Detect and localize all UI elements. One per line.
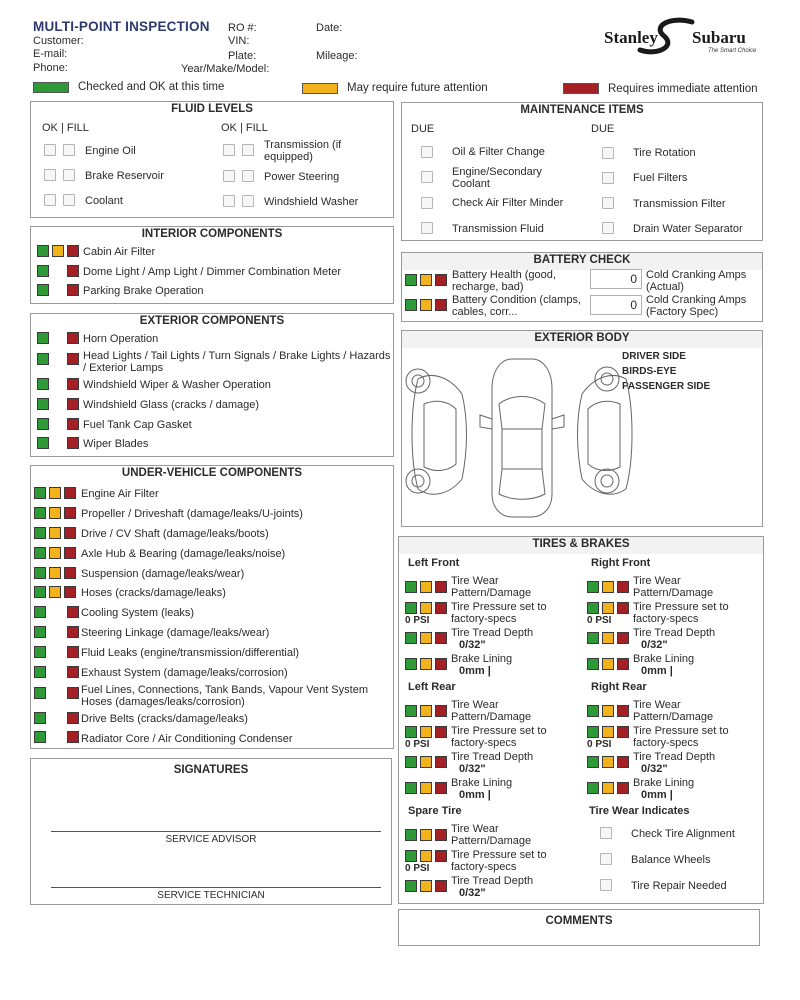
legend-ok-text: Checked and OK at this time: [78, 81, 225, 93]
under-1-red[interactable]: [64, 507, 76, 519]
rr-pressure-green[interactable]: [587, 726, 599, 738]
parking-brake-red[interactable]: [67, 284, 79, 296]
left-rear-heading: Left Rear: [408, 681, 456, 693]
technician-signature-line[interactable]: [51, 887, 381, 888]
under-10-red[interactable]: [67, 687, 79, 699]
balance-wheels-checkbox[interactable]: [600, 853, 612, 865]
lf-psi-value: 0 PSI: [405, 615, 430, 626]
rf-wear-red[interactable]: [617, 581, 629, 593]
lr-lining-value: 0mm |: [459, 789, 491, 801]
lr-lining-yellow[interactable]: [420, 782, 432, 794]
rr-lining-label: Brake Lining: [633, 777, 695, 789]
rr-wear-red[interactable]: [617, 705, 629, 717]
exterior-title: EXTERIOR COMPONENTS: [139, 315, 285, 327]
right-rear-heading: Right Rear: [591, 681, 647, 693]
lf-wear-red[interactable]: [435, 581, 447, 593]
tire-wear-indicates-heading: Tire Wear Indicates: [589, 805, 690, 817]
rr-pressure-label: Tire Pressure set to factory-specs: [633, 725, 729, 749]
brake-reservoir-ok-checkbox[interactable]: [44, 169, 56, 181]
under-vehicle-title: UNDER-VEHICLE COMPONENTS: [121, 467, 303, 479]
fluid-levels-title: FLUID LEVELS: [171, 103, 253, 115]
rf-wear-green[interactable]: [587, 581, 599, 593]
tires-title: TIRES & BRAKES: [532, 538, 630, 550]
exterior-panel: [30, 313, 394, 457]
cabin-filter-label: Cabin Air Filter: [83, 246, 156, 258]
under-4-label: Suspension (damage/leaks/wear): [81, 568, 245, 580]
secondary-coolant-label: Engine/Secondary Coolant: [452, 166, 542, 190]
rr-tread-red[interactable]: [617, 756, 629, 768]
spare-tread-yellow[interactable]: [420, 880, 432, 892]
rr-wear-yellow[interactable]: [602, 705, 614, 717]
lights-label: Head Lights / Tail Lights / Turn Signals / Brake Lights / Hazards / Exterior Lamps: [83, 350, 391, 374]
lr-lining-label: Brake Lining: [451, 777, 513, 789]
lr-tread-value: 0/32": [459, 763, 486, 775]
tire-rotation-label: Tire Rotation: [633, 147, 696, 159]
battery-health-yellow[interactable]: [420, 274, 432, 286]
lf-wear-label: Tire Wear Pattern/Damage: [451, 575, 532, 599]
spare-wear-red[interactable]: [435, 829, 447, 841]
under-3-label: Axle Hub & Bearing (damage/leaks/noise): [81, 548, 286, 560]
lr-lining-green[interactable]: [405, 782, 417, 794]
battery-title: BATTERY CHECK: [533, 254, 631, 266]
lf-pressure-red[interactable]: [435, 602, 447, 614]
lr-tread-red[interactable]: [435, 756, 447, 768]
under-2-red[interactable]: [64, 527, 76, 539]
rr-lining-green[interactable]: [587, 782, 599, 794]
oil-filter-due-checkbox[interactable]: [421, 146, 433, 158]
dealer-logo: [600, 16, 760, 56]
lr-pressure-label: Tire Pressure set to factory-specs: [451, 725, 547, 749]
logo-right-text: Subaru: [692, 28, 746, 47]
fuel-cap-label: Fuel Tank Cap Gasket: [83, 419, 192, 431]
parking-brake-label: Parking Brake Operation: [83, 285, 204, 297]
spare-wear-green[interactable]: [405, 829, 417, 841]
tire-rotation-due-checkbox[interactable]: [602, 147, 614, 159]
service-advisor-label: SERVICE ADVISOR: [165, 834, 257, 845]
transmission-ok-checkbox[interactable]: [223, 144, 235, 156]
fuel-filters-label: Fuel Filters: [633, 172, 688, 184]
rr-psi-value: 0 PSI: [587, 739, 612, 750]
comments-title: COMMENTS: [545, 915, 613, 927]
under-4-green[interactable]: [34, 567, 46, 579]
under-4-yellow[interactable]: [49, 567, 61, 579]
under-9-green[interactable]: [34, 666, 46, 678]
lr-wear-green[interactable]: [405, 705, 417, 717]
ymm-label: Year/Make/Model:: [181, 63, 270, 75]
exterior-body-panel: [401, 330, 763, 527]
horn-green[interactable]: [37, 332, 49, 344]
lf-tread-value: 0/32": [459, 639, 486, 651]
rr-tread-value: 0/32": [641, 763, 668, 775]
rf-tread-value: 0/32": [641, 639, 668, 651]
rf-wear-yellow[interactable]: [602, 581, 614, 593]
battery-condition-green[interactable]: [405, 299, 417, 311]
rf-tread-red[interactable]: [617, 632, 629, 644]
lf-tread-label: Tire Tread Depth: [451, 627, 534, 639]
rf-pressure-red[interactable]: [617, 602, 629, 614]
plate-label: Plate:: [228, 50, 257, 62]
under-11-label: Drive Belts (cracks/damage/leaks): [81, 713, 248, 725]
logo-tagline: The Smart Choice: [708, 48, 757, 54]
rr-lining-red[interactable]: [617, 782, 629, 794]
spare-pressure-label: Tire Pressure set to factory-specs: [451, 849, 547, 873]
spare-tread-red[interactable]: [435, 880, 447, 892]
rf-lining-yellow[interactable]: [602, 658, 614, 670]
fluid-levels-panel: [30, 101, 394, 218]
legend-ok-swatch: [33, 82, 69, 93]
rr-lining-yellow[interactable]: [602, 782, 614, 794]
interior-title: INTERIOR COMPONENTS: [141, 228, 283, 240]
engine-oil-fill-checkbox[interactable]: [63, 144, 75, 156]
lr-lining-red[interactable]: [435, 782, 447, 794]
lights-green[interactable]: [37, 353, 49, 365]
under-4-red[interactable]: [64, 567, 76, 579]
lf-lining-label: Brake Lining: [451, 653, 513, 665]
lf-wear-green[interactable]: [405, 581, 417, 593]
under-5-label: Hoses (cracks/damage/leaks): [81, 587, 226, 599]
under-12-green[interactable]: [34, 731, 46, 743]
lf-lining-value: 0mm |: [459, 665, 491, 677]
spare-pressure-green[interactable]: [405, 850, 417, 862]
lf-tread-green[interactable]: [405, 632, 417, 644]
water-separator-label: Drain Water Separator: [633, 223, 743, 235]
cca-actual-input[interactable]: 0: [590, 269, 642, 289]
lf-pressure-label: Tire Pressure set to factory-specs: [451, 601, 547, 625]
lf-pressure-green[interactable]: [405, 602, 417, 614]
legend-future-swatch: [302, 83, 338, 94]
tire-repair-label: Tire Repair Needed: [631, 880, 727, 892]
rr-tread-green[interactable]: [587, 756, 599, 768]
wiper-washer-label: Windshield Wiper & Washer Operation: [83, 379, 271, 391]
cca-spec-input[interactable]: 0: [590, 295, 642, 315]
fuel-cap-red[interactable]: [67, 418, 79, 430]
under-12-label: Radiator Core / Air Conditioning Condenser: [81, 733, 293, 745]
rf-pressure-green[interactable]: [587, 602, 599, 614]
maintenance-due-header-left: DUE: [411, 123, 435, 135]
form-title: MULTI-POINT INSPECTION: [33, 19, 210, 34]
mileage-label: Mileage:: [316, 50, 358, 62]
fluid-ok-fill-header-right: OK | FILL: [221, 122, 268, 134]
rf-lining-value: 0mm |: [641, 665, 673, 677]
under-11-green[interactable]: [34, 712, 46, 724]
under-6-label: Cooling System (leaks): [81, 607, 195, 619]
trans-filter-due-checkbox[interactable]: [602, 197, 614, 209]
under-10-label: Fuel Lines, Connections, Tank Bands, Vapour Vent System Hoses (damages/leaks/corrosion): [81, 684, 368, 708]
rr-pressure-red[interactable]: [617, 726, 629, 738]
passenger-side-label: PASSENGER SIDE: [622, 381, 711, 392]
comments-panel[interactable]: [398, 909, 760, 946]
coolant-due-checkbox[interactable]: [421, 171, 433, 183]
rf-tread-label: Tire Tread Depth: [633, 627, 716, 639]
trans-fluid-label: Transmission Fluid: [452, 223, 544, 235]
balance-wheels-label: Balance Wheels: [631, 854, 711, 866]
signatures-title: SIGNATURES: [173, 764, 249, 776]
maintenance-panel: [401, 102, 763, 241]
spare-tread-label: Tire Tread Depth: [451, 875, 534, 887]
email-label: E-mail:: [33, 48, 68, 60]
under-7-label: Steering Linkage (damage/leaks/wear): [81, 627, 270, 639]
under-7-red[interactable]: [67, 626, 79, 638]
under-8-red[interactable]: [67, 646, 79, 658]
windshield-label: Windshield Glass (cracks / damage): [83, 399, 260, 411]
cabin-filter-red[interactable]: [67, 245, 79, 257]
rr-pressure-yellow[interactable]: [602, 726, 614, 738]
tire-alignment-checkbox[interactable]: [600, 827, 612, 839]
tires-brakes-panel: [398, 536, 764, 904]
spare-tread-green[interactable]: [405, 880, 417, 892]
rr-tread-label: Tire Tread Depth: [633, 751, 716, 763]
wiper-blades-red[interactable]: [67, 437, 79, 449]
coolant-fill-checkbox[interactable]: [63, 194, 75, 206]
advisor-signature-line[interactable]: [51, 831, 381, 832]
wiper-washer-red[interactable]: [67, 378, 79, 390]
cca-actual-label: Cold Cranking Amps (Actual): [646, 269, 747, 293]
battery-panel: [401, 252, 763, 322]
battery-health-red[interactable]: [435, 274, 447, 286]
exterior-body-title: EXTERIOR BODY: [534, 332, 630, 344]
under-6-red[interactable]: [67, 606, 79, 618]
lr-pressure-yellow[interactable]: [420, 726, 432, 738]
wiper-washer-green[interactable]: [37, 378, 49, 390]
under-12-red[interactable]: [67, 731, 79, 743]
under-0-yellow[interactable]: [49, 487, 61, 499]
spare-pressure-red[interactable]: [435, 850, 447, 862]
legend-future-text: May require future attention: [347, 82, 488, 94]
wiper-blades-green[interactable]: [37, 437, 49, 449]
battery-health-label: Battery Health (good, recharge, bad): [452, 269, 556, 293]
lr-tread-yellow[interactable]: [420, 756, 432, 768]
maintenance-due-header-right: DUE: [591, 123, 615, 135]
rr-lining-value: 0mm |: [641, 789, 673, 801]
fuel-filters-due-checkbox[interactable]: [602, 172, 614, 184]
under-9-red[interactable]: [67, 666, 79, 678]
air-filter-label: Check Air Filter Minder: [452, 197, 564, 209]
right-front-heading: Right Front: [591, 557, 651, 569]
dome-light-label: Dome Light / Amp Light / Dimmer Combination Meter: [83, 266, 341, 278]
under-8-label: Fluid Leaks (engine/transmission/differential): [81, 647, 300, 659]
under-2-yellow[interactable]: [49, 527, 61, 539]
air-filter-due-checkbox[interactable]: [421, 197, 433, 209]
brake-reservoir-label: Brake Reservoir: [85, 170, 164, 182]
battery-condition-yellow[interactable]: [420, 299, 432, 311]
under-1-label: Propeller / Driveshaft (damage/leaks/U-joints): [81, 508, 303, 520]
fuel-cap-green[interactable]: [37, 418, 49, 430]
horn-red[interactable]: [67, 332, 79, 344]
cabin-filter-green[interactable]: [37, 245, 49, 257]
brake-reservoir-fill-checkbox[interactable]: [63, 169, 75, 181]
lr-wear-red[interactable]: [435, 705, 447, 717]
oil-filter-label: Oil & Filter Change: [452, 146, 545, 158]
car-diagram-icon[interactable]: [402, 349, 642, 529]
under-0-green[interactable]: [34, 487, 46, 499]
spare-psi-value: 0 PSI: [405, 863, 430, 874]
under-5-yellow[interactable]: [49, 586, 61, 598]
rf-tread-green[interactable]: [587, 632, 599, 644]
spare-tire-heading: Spare Tire: [408, 805, 462, 817]
signatures-panel: [30, 758, 392, 905]
cca-spec-label: Cold Cranking Amps (Factory Spec): [646, 294, 747, 318]
lr-wear-yellow[interactable]: [420, 705, 432, 717]
customer-label: Customer:: [33, 35, 84, 47]
under-3-red[interactable]: [64, 547, 76, 559]
windshield-green[interactable]: [37, 398, 49, 410]
rf-pressure-label: Tire Pressure set to factory-specs: [633, 601, 729, 625]
legend-immediate-text: Requires immediate attention: [608, 83, 758, 95]
rr-wear-label: Tire Wear Pattern/Damage: [633, 699, 714, 723]
under-1-green[interactable]: [34, 507, 46, 519]
trans-fluid-due-checkbox[interactable]: [421, 222, 433, 234]
lf-lining-green[interactable]: [405, 658, 417, 670]
parking-brake-green[interactable]: [37, 284, 49, 296]
interior-panel: [30, 226, 394, 304]
lights-red[interactable]: [67, 353, 79, 365]
transmission-fill-checkbox[interactable]: [242, 144, 254, 156]
power-steering-fill-checkbox[interactable]: [242, 170, 254, 182]
lr-wear-label: Tire Wear Pattern/Damage: [451, 699, 532, 723]
rf-lining-green[interactable]: [587, 658, 599, 670]
under-3-yellow[interactable]: [49, 547, 61, 559]
horn-label: Horn Operation: [83, 333, 159, 345]
engine-oil-label: Engine Oil: [85, 145, 136, 157]
spare-wear-label: Tire Wear Pattern/Damage: [451, 823, 532, 847]
fluid-ok-fill-header-left: OK | FILL: [42, 122, 89, 134]
water-separator-due-checkbox[interactable]: [602, 222, 614, 234]
wiper-blades-label: Wiper Blades: [83, 438, 149, 450]
engine-oil-ok-checkbox[interactable]: [44, 144, 56, 156]
under-3-green[interactable]: [34, 547, 46, 559]
birds-eye-label: BIRDS-EYE: [622, 366, 677, 377]
trans-filter-label: Transmission Filter: [633, 198, 726, 210]
under-0-red[interactable]: [64, 487, 76, 499]
under-7-green[interactable]: [34, 626, 46, 638]
under-11-red[interactable]: [67, 712, 79, 724]
left-front-heading: Left Front: [408, 557, 460, 569]
washer-label: Windshield Washer: [264, 196, 359, 208]
under-6-green[interactable]: [34, 606, 46, 618]
windshield-red[interactable]: [67, 398, 79, 410]
lr-pressure-red[interactable]: [435, 726, 447, 738]
dome-light-green[interactable]: [37, 265, 49, 277]
service-technician-label: SERVICE TECHNICIAN: [157, 890, 265, 901]
under-9-label: Exhaust System (damage/leaks/corrosion): [81, 667, 288, 679]
spare-wear-yellow[interactable]: [420, 829, 432, 841]
logo-left-text: Stanley: [604, 28, 658, 47]
tire-repair-checkbox[interactable]: [600, 879, 612, 891]
lf-wear-yellow[interactable]: [420, 581, 432, 593]
rr-wear-green[interactable]: [587, 705, 599, 717]
lr-tread-label: Tire Tread Depth: [451, 751, 534, 763]
battery-condition-label: Battery Condition (clamps, cables, corr...: [452, 294, 581, 318]
power-steering-label: Power Steering: [264, 171, 340, 183]
power-steering-ok-checkbox[interactable]: [223, 170, 235, 182]
ro-label: RO #:: [228, 22, 257, 34]
coolant-ok-checkbox[interactable]: [44, 194, 56, 206]
battery-condition-red[interactable]: [435, 299, 447, 311]
rf-pressure-yellow[interactable]: [602, 602, 614, 614]
coolant-label: Coolant: [85, 195, 123, 207]
vin-label: VIN:: [228, 35, 250, 47]
lf-pressure-yellow[interactable]: [420, 602, 432, 614]
under-8-green[interactable]: [34, 646, 46, 658]
under-5-red[interactable]: [64, 586, 76, 598]
rr-tread-yellow[interactable]: [602, 756, 614, 768]
legend-immediate-swatch: [563, 83, 599, 94]
under-2-label: Drive / CV Shaft (damage/leaks/boots): [81, 528, 269, 540]
under-5-green[interactable]: [34, 586, 46, 598]
lf-tread-red[interactable]: [435, 632, 447, 644]
battery-health-green[interactable]: [405, 274, 417, 286]
lr-pressure-green[interactable]: [405, 726, 417, 738]
lr-psi-value: 0 PSI: [405, 739, 430, 750]
date-label: Date:: [316, 22, 343, 34]
rf-lining-red[interactable]: [617, 658, 629, 670]
under-vehicle-panel: [30, 465, 394, 749]
maintenance-title: MAINTENANCE ITEMS: [520, 104, 644, 116]
dome-light-red[interactable]: [67, 265, 79, 277]
lr-tread-green[interactable]: [405, 756, 417, 768]
phone-label: Phone:: [33, 62, 68, 74]
rf-lining-label: Brake Lining: [633, 653, 695, 665]
spare-tread-value: 0/32": [459, 887, 486, 899]
rf-wear-label: Tire Wear Pattern/Damage: [633, 575, 714, 599]
under-1-yellow[interactable]: [49, 507, 61, 519]
rf-tread-yellow[interactable]: [602, 632, 614, 644]
under-10-green[interactable]: [34, 687, 46, 699]
lf-lining-yellow[interactable]: [420, 658, 432, 670]
under-2-green[interactable]: [34, 527, 46, 539]
transmission-label: Transmission (if equipped): [264, 139, 342, 163]
lf-tread-yellow[interactable]: [420, 632, 432, 644]
spare-pressure-yellow[interactable]: [420, 850, 432, 862]
washer-ok-checkbox[interactable]: [223, 195, 235, 207]
lf-lining-red[interactable]: [435, 658, 447, 670]
under-0-label: Engine Air Filter: [81, 488, 159, 500]
cabin-filter-yellow[interactable]: [52, 245, 64, 257]
washer-fill-checkbox[interactable]: [242, 195, 254, 207]
tire-alignment-label: Check Tire Alignment: [631, 828, 735, 840]
rf-psi-value: 0 PSI: [587, 615, 612, 626]
driver-side-label: DRIVER SIDE: [622, 351, 686, 362]
